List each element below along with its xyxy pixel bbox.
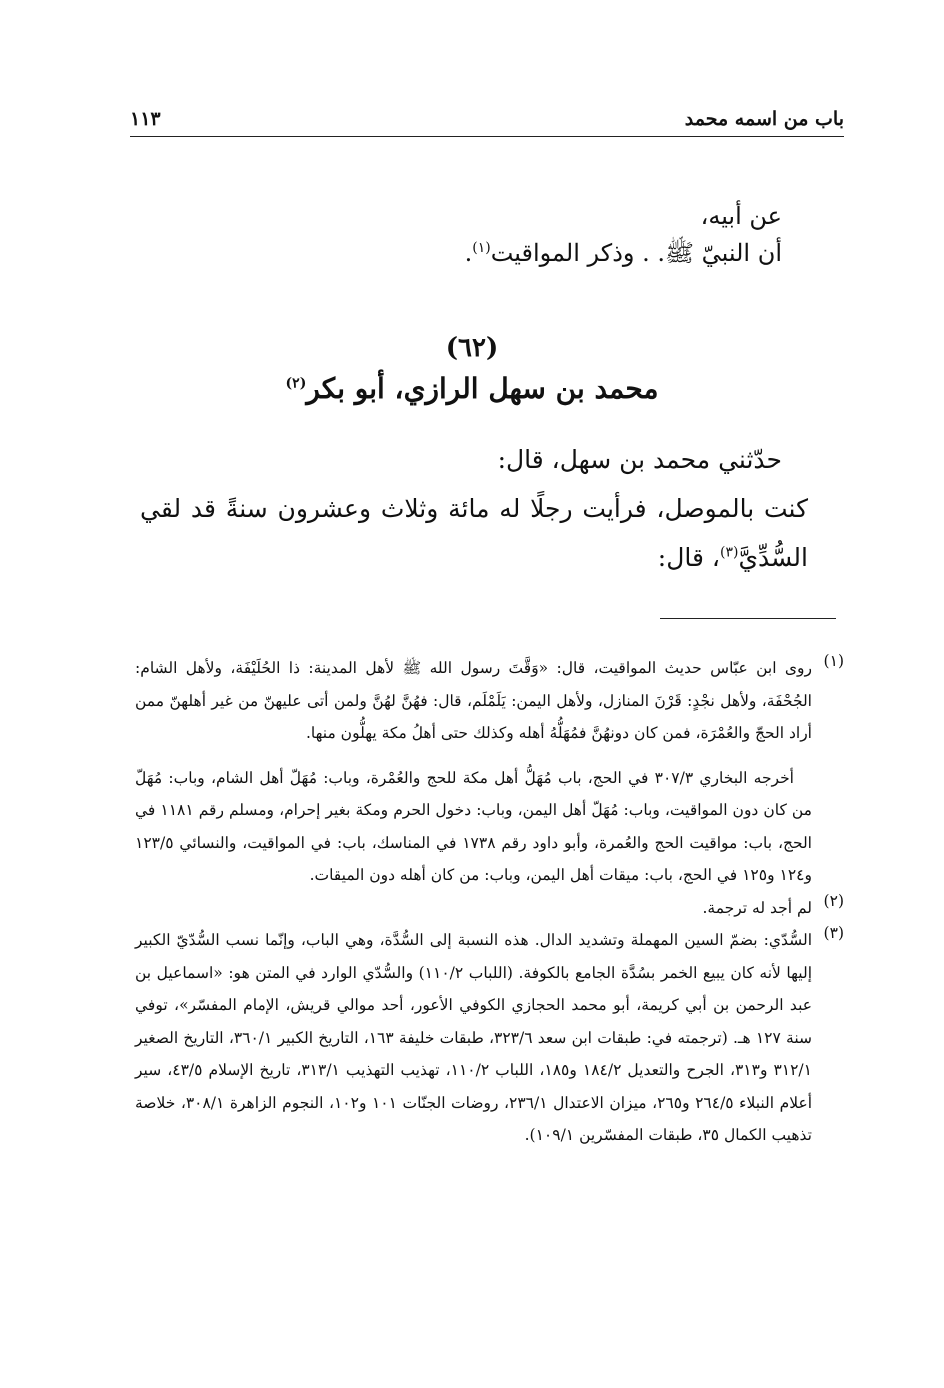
body-text xyxy=(140,436,808,582)
footnote-ref-3: (٣) xyxy=(719,544,739,561)
footnote-3-number: (٣) xyxy=(823,924,844,942)
body-line-1: حدّثني محمد بن سهل، قال: xyxy=(497,445,782,474)
chapter-title: باب من اسمه محمد xyxy=(684,108,844,130)
footnote-3 xyxy=(135,924,844,1152)
running-header xyxy=(130,103,844,137)
footnote-ref-2: (٢) xyxy=(285,375,307,392)
footnote-1-sources xyxy=(135,762,812,892)
footnote-ref-1: (١) xyxy=(472,240,491,257)
entry-title-text: محمد بن سهل الرازي، أبو بكر xyxy=(306,372,659,405)
footnote-separator xyxy=(660,618,836,619)
body-line-3 xyxy=(140,534,808,583)
intro-line-2-end: . xyxy=(464,239,473,268)
intro-line-2 xyxy=(140,235,782,272)
footnote-1-sources-text: أخرجه البخاري ٣٠٧/٣ في الحج، باب مُهَلُّ أهل مكة للحج والعُمْرة، وباب: مُهَلّ أهل الشام، وباب: مُهَلّ من كان دون المواقيت، وباب: مُهَلّ أهل اليمن، وباب: دخول الحرم ومكة بغير إحرام، ومسلم رقم ١١٨١ في الحج، باب: مواقيت الحج والعُمرة، وأبو داود رقم ١٧٣٨ في المناسك، باب: في المواقيت، والنسائي ١٢٣/٥ و١٢٤ و١٢٥ في الحج، باب: ميقات أهل اليمن، وباب: من كان أهله دون الميقات. xyxy=(135,768,812,884)
entry-title xyxy=(0,372,944,405)
footnote-1-text: روى ابن عبّاس حديث المواقيت، قال: «وَقَّتَ رسول الله ﷺ لأهل المدينة: ذا الحُلَيْفَة، ولأهل الشام: الجُحْفَة، ولأهل نجْدٍ: قَرْنَ المنازل، ولأهل اليمن: يَلَمْلَم، قال: فهُنَّ لهُنَّ ولمن أتى عليهنّ من غير أهلهنّ ممن أراد الحجّ والعُمْرَة، فمن كان دونهُنَّ فمُهَلُّهُ أهله وكذلك حتى أهلُ مكة يهلُّون منها. xyxy=(135,659,812,742)
footnotes xyxy=(135,652,844,1152)
footnote-2-number: (٢) xyxy=(823,891,844,910)
body-line-3-start: السُّدِّيَّ xyxy=(738,542,808,572)
footnote-1 xyxy=(135,652,844,892)
page-number: ١١٣ xyxy=(130,108,161,130)
footnote-2-text: لم أجد له ترجمة. xyxy=(702,898,812,917)
footnote-2 xyxy=(135,892,844,925)
intro-line-2-text: أن النبيّ ﷺ. . وذكر المواقيت xyxy=(490,239,782,268)
entry-number: (٦٢) xyxy=(445,333,499,363)
footnote-3-text: السُّدّي: بضمّ السين المهملة وتشديد الدال. هذه النسبة إلى السُّدَّة، وهي الباب، وإنّما نسب السُّدّيّ الكبير إليها لأنه كان يبيع الخمر بسُدَّة الجامع بالكوفة. (اللباب ١١٠/٢) والسُّدّي الوارد في المتن هو: «اسماعيل بن عبد الرحمن بن أبي كريمة، أبو محمد الحجازي الكوفي الأعور، أحد موالي قريش، الإمام المفسّر»، توفي سنة ١٢٧ هـ. (ترجمته في: طبقات ابن سعد ٣٢٣/٦، طبقات خليفة ١٦٣، التاريخ الكبير ٣٦٠/١، التاريخ الصغير ٣١٢/١ و٣١٣، الجرح والتعديل ١٨٤/٢ و١٨٥، اللباب ١١٠/٢، تهذيب التهذيب ٣١٣/١، تاريخ الإسلام ٤٣/٥، سير أعلام النبلاء ٢٦٤/٥ و٢٦٥، ميزان الاعتدال ٢٣٦/١، روضات الجنّات ١٠١ و١٠٢، النجوم الزاهرة ٣٠٨/١، خلاصة تذهيب الكمال ٣٥، طبقات المفسّرين ١٠٩/١). xyxy=(135,931,813,1144)
body-line-3-end: ، قال: xyxy=(657,542,720,572)
footnote-1-number: (١) xyxy=(823,652,844,670)
intro-line-1: عن أبيه، xyxy=(700,202,782,230)
body-line-2: كنت بالموصل، فرأيت رجلًا له مائة وثلاث وعشرون سنةً قد لقي xyxy=(140,493,808,523)
intro-text xyxy=(140,198,782,272)
